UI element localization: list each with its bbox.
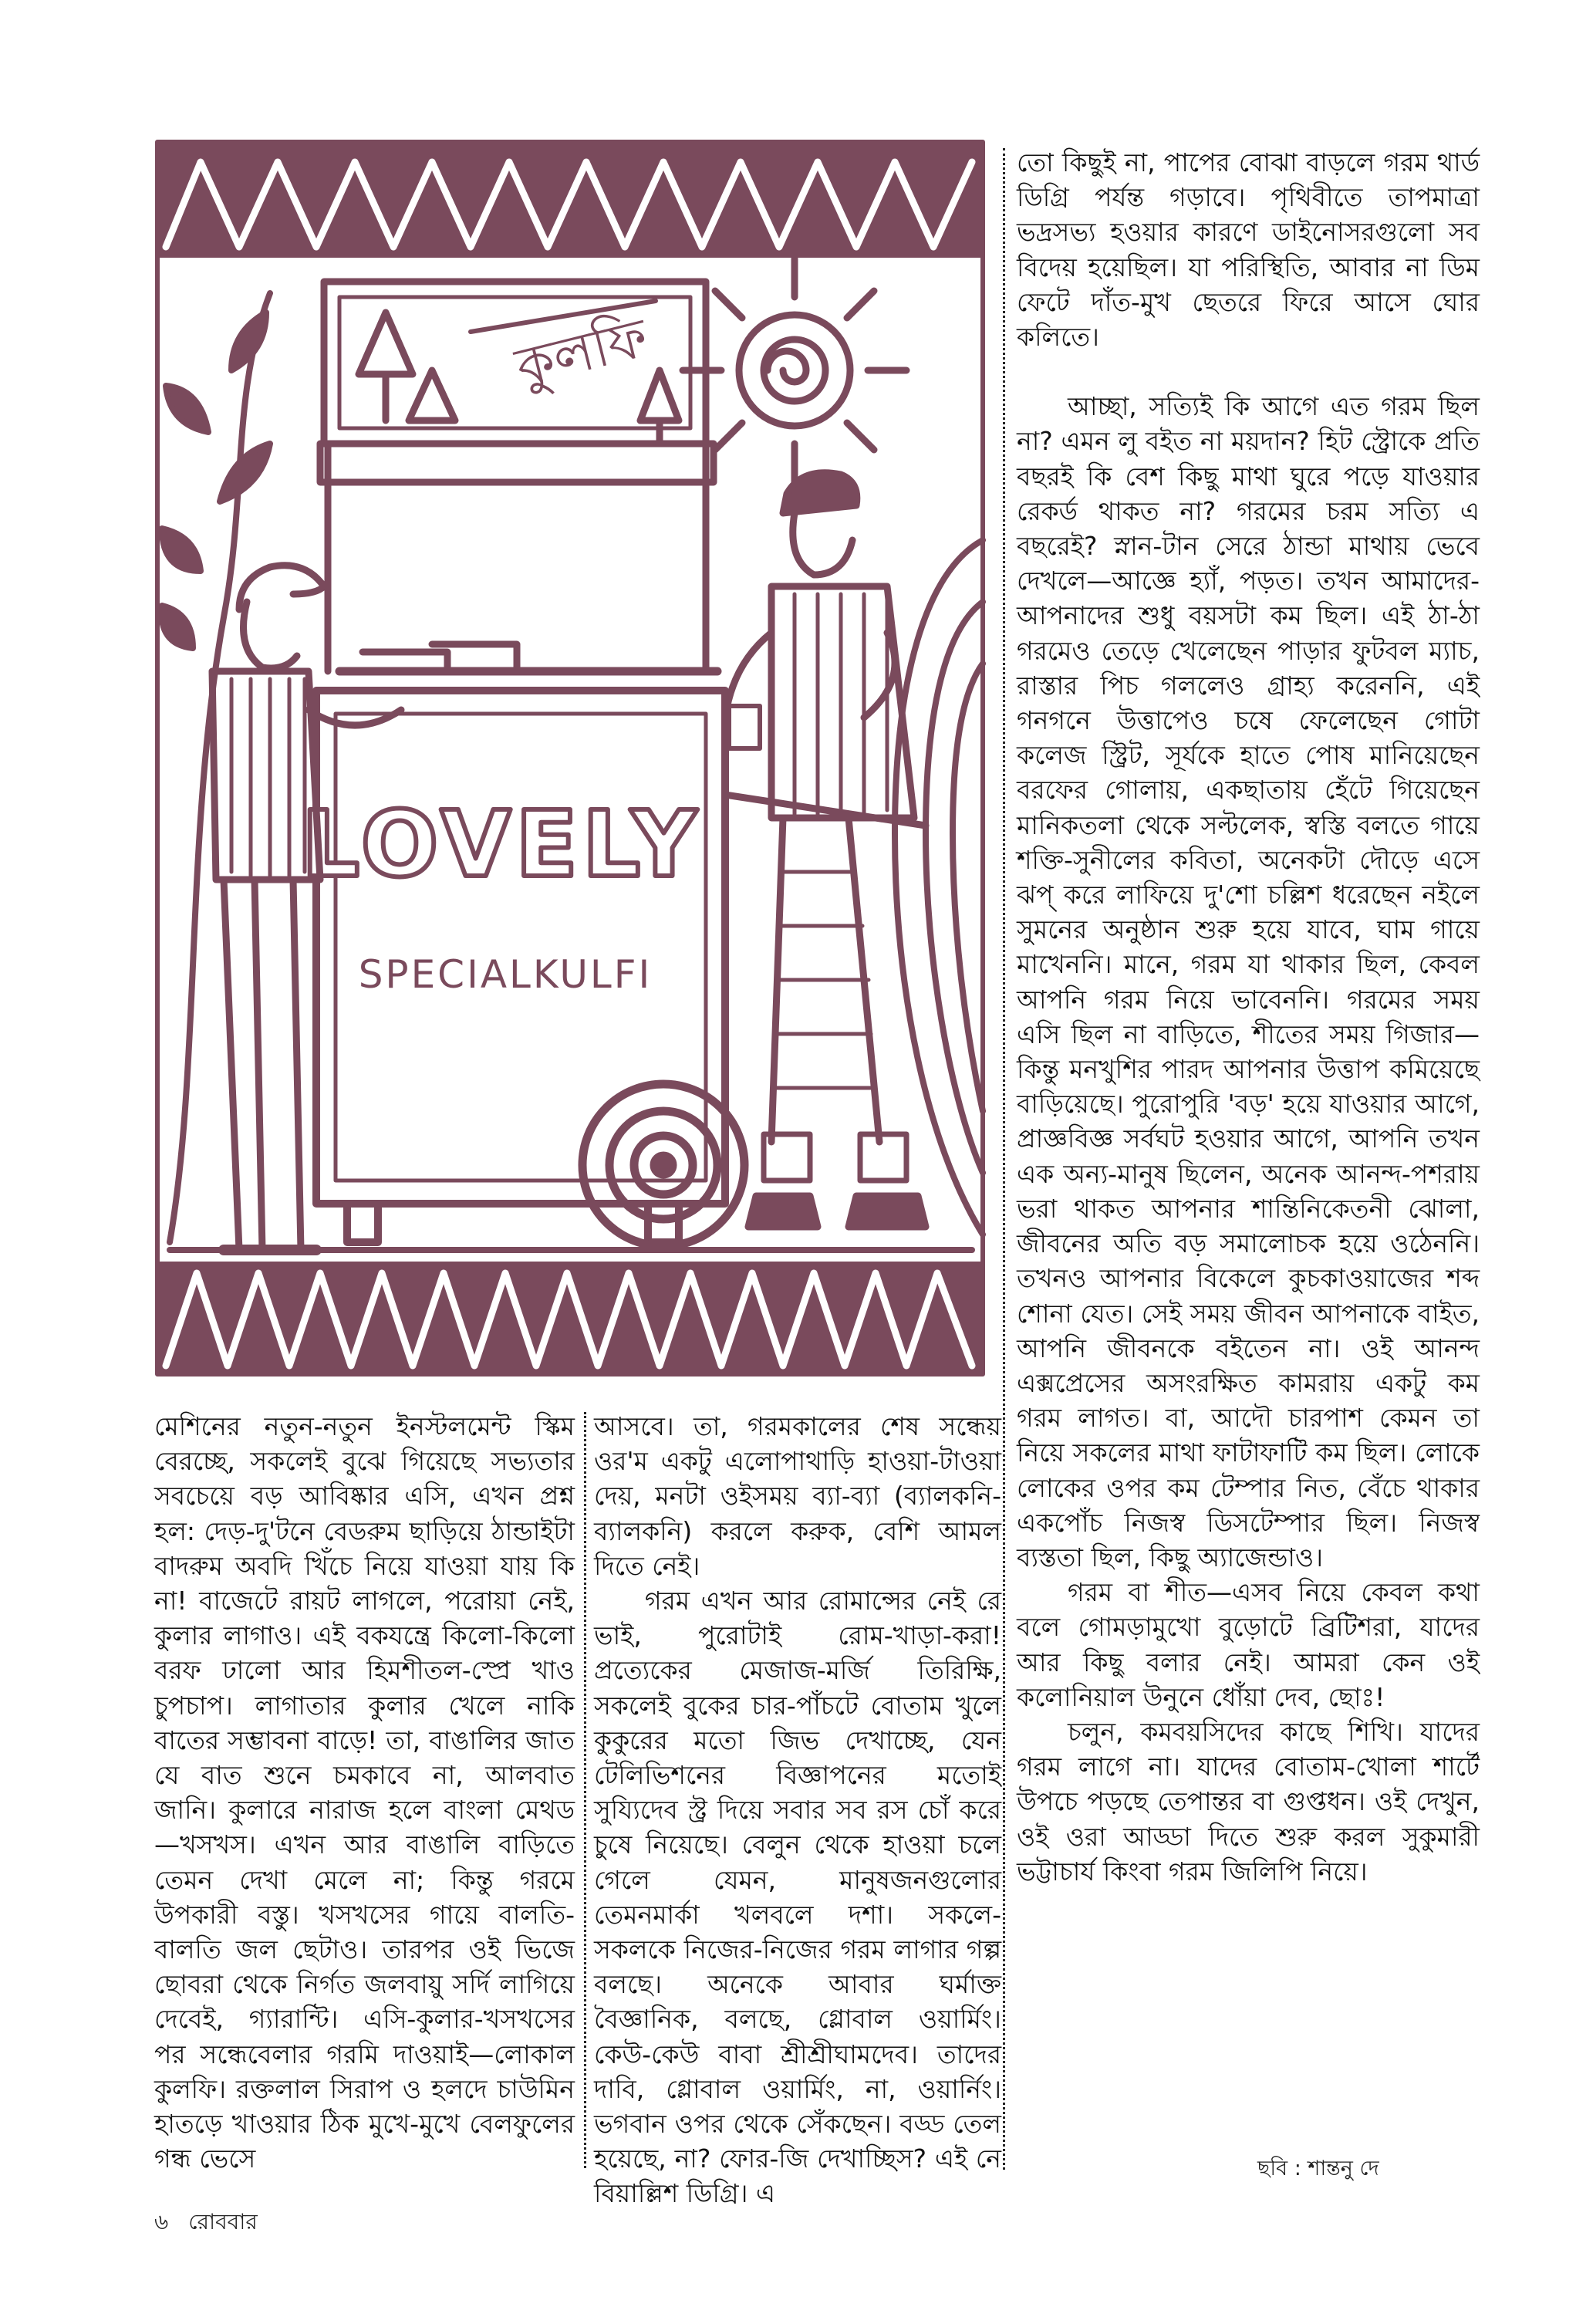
page-footer <box>154 2205 278 2241</box>
cart-sign-main: LOVELY <box>301 791 702 897</box>
illustration-credit: ছবি : শান্তনু দে <box>1257 2157 1379 2180</box>
paragraph: গরম এখন আর রোমান্সের নেই রে ভাই, পুরোটাই রোম-খাড়া-করা! প্রত্যেকের মেজাজ-মর্জি তিরিক্ষি, সকলেই বুকের চার-পাঁচটে বোতাম খুলে কুকুরের মতো জিভ দেখাচ্ছে, যেন টেলিভিশনের বিজ্ঞাপনের মতোই সুয্যিদেব স্ট্র দিয়ে সবার সব রস চোঁ করে চুষে নিয়েছে। বেলুন থেকে হাওয়া চলে গেলে যেমন, মানুষজনগুলোর তেমনমার্কা খলবলে দশা। সকলে-সকলকে নিজের-নিজের গরম লাগার গল্প বলছে। অনেকে আবার ঘর্মাক্ত বৈজ্ঞানিক, বলছে, গ্লোবাল ওয়ার্মিং। কেউ-কেউ বাবা শ্রীশ্রীঘামদেব। তাদের দাবি, গ্লোবাল ওয়ার্মিং, না, ওয়ার্নিং। ভগবান ওপর থেকে সেঁকছেন। বড্ড তেল হয়েছে, না? ফোর-জি দেখাচ্ছিস? এই নে বিয়াল্লিশ ডিগ্রি। এ <box>594 1586 1001 2209</box>
cart-frame <box>320 444 717 671</box>
right-tree <box>895 540 983 1235</box>
paragraph: আসবে। তা, গরমকালের শেষ সন্ধেয় ওর'ম একটু এলোপাথাড়ি হাওয়া-টাওয়া দেয়, মনটা ওইসময় ব্যা-ব্যা (ব্যালকনি-ব্যালকনি) করলে করুক, বেশি আমল দিতে নেই। <box>594 1411 1001 1581</box>
canopy-script: কুলফি <box>509 306 654 400</box>
paragraph: তো কিছুই না, পাপের বোঝা বাড়লে গরম থার্ড ডিগ্রি পর্যন্ত গড়াবে। পৃথিবীতে তাপমাত্রা ভদ্রসভ্য হওয়ার কারণে ডাইনোসরগুলো সব বিদেয় হয়েছিল। যা পরিস্থিতি, আবার না ডিম ফেটে দাঁত-মুখ ছেতরে ফিরে আসে ঘোর কলিতে। <box>1017 147 1480 353</box>
article-column-right <box>1017 145 1480 1889</box>
column-rule-right <box>1003 148 1005 2170</box>
column-rule-bottom <box>584 1412 586 2168</box>
cart-wheel <box>582 1084 744 1246</box>
article-column-bottom-left <box>154 1409 575 2176</box>
paragraph: মেশিনের নতুন-নতুন ইনস্টলমেন্ট স্কিম বেরচ্ছে, সকলেই বুঝে গিয়েছে সভ্যতার সবচেয়ে বড় আবিষ্কার এসি, এখন প্রশ্ন হল: দেড়-দু'টনে বেডরুম ছাড়িয়ে ঠান্ডাইটা বাদরুম অবদি খিঁচে নিয়ে যাওয়া যায় কি না! বাজেটে রায়ট লাগলে, পরোয়া নেই, কুলার লাগাও। এই বকযন্ত্রে কিলো-কিলো বরফ ঢালো আর হিমশীতল-স্প্রে খাও চুপচাপ। লাগাতার কুলার খেলে নাকি বাতের সম্ভাবনা বাড়ে! তা, বাঙালির জাত যে বাত শুনে চমকাবে না, আলবাত জানি। কুলারে নারাজ হলে বাংলা মেথড—খসখস। এখন আর বাঙালি বাড়িতে তেমন দেখা মেলে না; কিন্তু গরমে উপকারী বস্তু। খসখসের গায়ে বালতি-বালতি জল ছেটাও। তারপর ওই ভিজে ছোবরা থেকে নির্গত জলবায়ু সর্দি লাগিয়ে দেবেই, গ্যারান্টি। এসি-কুলার-খসখসের পর সন্ধেবেলার গরমি দাওয়াই—লোকাল কুলফি। রক্তলাল সিরাপ ও হলদে চাউমিন হাতড়ে খাওয়ার ঠিক মুখে-মুখে বেলফুলের গন্ধ ভেসে <box>154 1411 575 2174</box>
cart-sign-sub: SPECIALKULFI <box>358 952 653 997</box>
article-column-bottom-middle <box>594 1409 1001 2211</box>
paragraph: চলুন, কমবয়সিদের কাছে শিখি। যাদের গরম লাগে না। যাদের বোতাম-খোলা শার্টে উপচে পড়ছে তেপান্তর বা গুপ্তধন। ওই দেখুন, ওই ওরা আড্ডা দিতে শুরু করল সুকুমারী ভট্টাচার্য কিংবা গরম জিলিপি নিয়ে। <box>1017 1716 1480 1887</box>
paragraph: আচ্ছা, সত্যিই কি আগে এত গরম ছিল না? এমন লু বইত না ময়দান? হিট স্ট্রোকে প্রতি বছরই কি বেশ কিছু মাথা ঘুরে পড়ে যাওয়ার রেকর্ড থাকত না? গরমের চরম সত্যি এ বছরেই? স্নান-টান সেরে ঠান্ডা মাথায় ভেবে দেখলে—আজ্ঞে হ্যাঁ, পড়ত। তখন আমাদের-আপনাদের শুধু বয়সটা কম ছিল। এই ঠা-ঠা গরমেও তেড়ে খেলেছেন পাড়ার ফুটবল ম্যাচ, রাস্তার পিচ গললেও গ্রাহ্য করেননি, এই গনগনে উত্তাপেও চষে ফেলেছেন গোটা কলেজ স্ট্রিট, সূর্যকে হাতে পোষ মানিয়েছেন বরফের গোলায়, একছাতায় হেঁটে গিয়েছেন মানিকতলা থেকে সল্টলেক, স্বস্তি বলতে গায়ে শক্তি-সুনীলের কবিতা, অনেকটা দৌড়ে এসে ঝপ্ করে লাফিয়ে দু'শো চল্লিশ ধরেছেন নইলে সুমনের অনুষ্ঠান শুরু হয়ে যাবে, ঘাম গায়ে মাখেননি। মানে, গরম যা থাকার ছিল, কেবল আপনি গরম নিয়ে ভাবেননি। গরমের সময় এসি ছিল না বাড়িতে, শীতের সময় গিজার—কিন্তু মনখুশির পারদ আপনার উত্তাপ কমিয়েছে বাড়িয়েছে। পুরোপুরি 'বড়' হয়ে যাওয়ার আগে, প্রাজ্ঞবিজ্ঞ সর্বঘট হওয়ার আগে, আপনি তখন এক অন্য-মানুষ ছিলেন, অনেক আনন্দ-পশরায় ভরা থাকত আপনার শান্তিনিকেতনী ঝোলা, জীবনের অতি বড় সমালোচক হয়ে ওঠেননি। তখনও আপনার বিকেলে কুচকাওয়াজের শব্দ শোনা যেত। সেই সময় জীবন আপনাকে বাইত, আপনি জীবনকে বইতেন না। ওই আনন্দ এক্সপ্রেসের অসংরক্ষিত কামরায় একটু কম গরম লাগত। বা, আদৌ চারপাশ কেমন তা নিয়ে সকলের মাথা ফাটাফাটি কম ছিল। লোকে লোকের ওপর কম টেম্পার নিত, বেঁচে থাকার একপোঁচ নিজস্ব ডিসটেম্পার ছিল। নিজস্ব ব্যস্ততা ছিল, কিছু অ্যাজেন্ডাও। <box>1017 391 1480 1572</box>
kulfi-cart-illustration <box>154 139 986 1377</box>
magazine-name: রোববার <box>188 2209 258 2234</box>
page-number: ৬ <box>154 2209 169 2234</box>
paragraph: গরম বা শীত—এসব নিয়ে কেবল কথা বলে গোমড়ামুখো বুড়োটে ব্রিটিশরা, যাদের আর কিছু বলার নেই। আমরা কেন ওই কলোনিয়াল উনুনে ধোঁয়া দেব, ছোঃ! <box>1017 1577 1480 1712</box>
